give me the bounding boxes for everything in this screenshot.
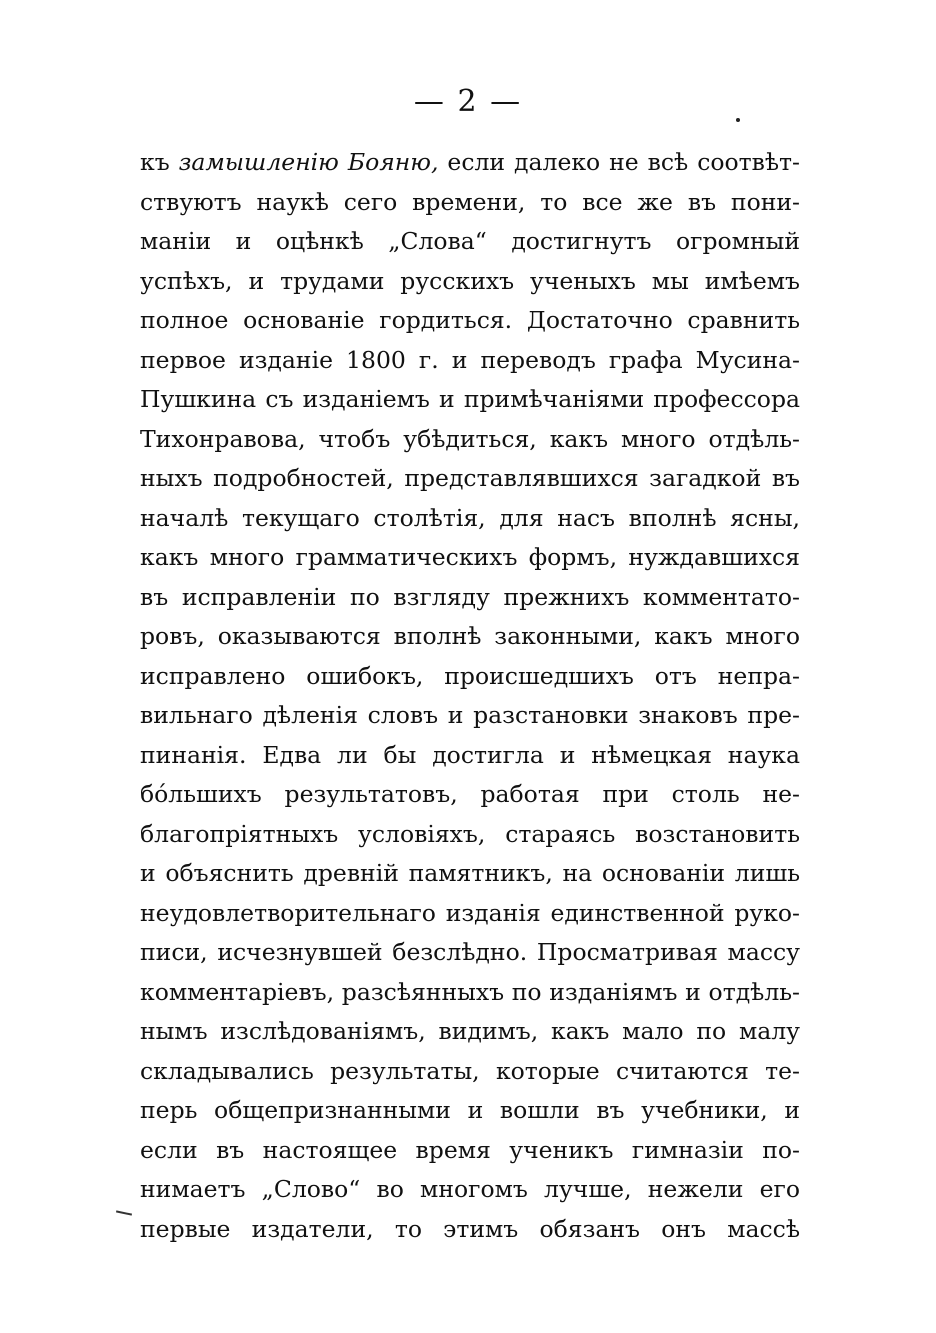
text-line-13: ровъ, оказываются вполнѣ законными, какъ много (140, 622, 800, 650)
text-line-1 (140, 143, 800, 183)
italic-quote: замышленію Бояню, (178, 148, 439, 176)
text-line-22: комментаріевъ, разсѣянныхъ по изданіямъ и отдѣль- (140, 977, 800, 1006)
stray-ink-dot (736, 118, 740, 122)
text-line-3: маніи и оцѣнкѣ „Слова“ достигнутъ огромный (140, 227, 800, 255)
text-line-17: бо́льшихъ результатовъ, работая при столь не- (140, 780, 800, 808)
text-line-8: Тихонравова, чтобъ убѣдиться, какъ много отдѣль- (140, 424, 800, 453)
text-line-16: пинанія. Едва ли бы достигла и нѣмецкая наука (140, 740, 800, 769)
text-line-10: началѣ текущаго столѣтія, для насъ вполнѣ ясны, (140, 503, 800, 532)
text-line-20: неудовлетворительнаго изданія единственной руко- (140, 898, 800, 927)
stray-ink-dash (116, 1210, 132, 1215)
body-text (140, 143, 800, 1249)
page-number: — 2 — (413, 84, 523, 119)
text-line-23: нымъ изслѣдованіямъ, видимъ, какъ мало по малу (140, 1017, 800, 1045)
text-line-12: въ исправленіи по взгляду прежнихъ комментато- (140, 582, 800, 611)
text-line-9: ныхъ подробностей, представлявшихся загадкой въ (140, 464, 800, 492)
text-line-24: складывались результаты, которые считаются те- (140, 1056, 800, 1085)
text-line-2: ствуютъ наукѣ сего времени, то все же въ пони- (140, 187, 800, 216)
text-line-28: первые издатели, то этимъ обязанъ онъ массѣ (140, 1214, 800, 1243)
text-line-19: и объяснить древній памятникъ, на основаніи лишь (140, 859, 800, 887)
text-line-27: нимаетъ „Слово“ во многомъ лучше, нежели его (140, 1175, 800, 1203)
line-1-prefix: къ (140, 148, 179, 176)
text-line-7: Пушкина съ изданіемъ и примѣчаніями профессора (140, 385, 800, 413)
text-line-11: какъ много грамматическихъ формъ, нуждавшихся (140, 543, 800, 571)
line-1-suffix: если далеко не всѣ соотвѣт- (438, 148, 800, 176)
text-line-26: если въ настоящее время ученикъ гимназіи по- (140, 1135, 800, 1164)
text-line-4: успѣхъ, и трудами русскихъ ученыхъ мы имѣемъ (140, 266, 800, 295)
text-line-14: исправлено ошибокъ, происшедшихъ отъ непра- (140, 661, 800, 690)
text-line-18: благопріятныхъ условіяхъ, стараясь возстановить (140, 819, 800, 848)
text-line-25: перь общепризнанными и вошли въ учебники, и (140, 1096, 800, 1124)
text-line-6: первое изданіе 1800 г. и переводъ графа Мусина- (140, 345, 800, 374)
text-line-21: писи, исчезнувшей безслѣдно. Просматривая массу (140, 938, 800, 966)
text-line-15: вильнаго дѣленія словъ и разстановки знаковъ пре- (140, 701, 800, 729)
text-line-5: полное основаніе гордиться. Достаточно сравнить (140, 306, 800, 334)
